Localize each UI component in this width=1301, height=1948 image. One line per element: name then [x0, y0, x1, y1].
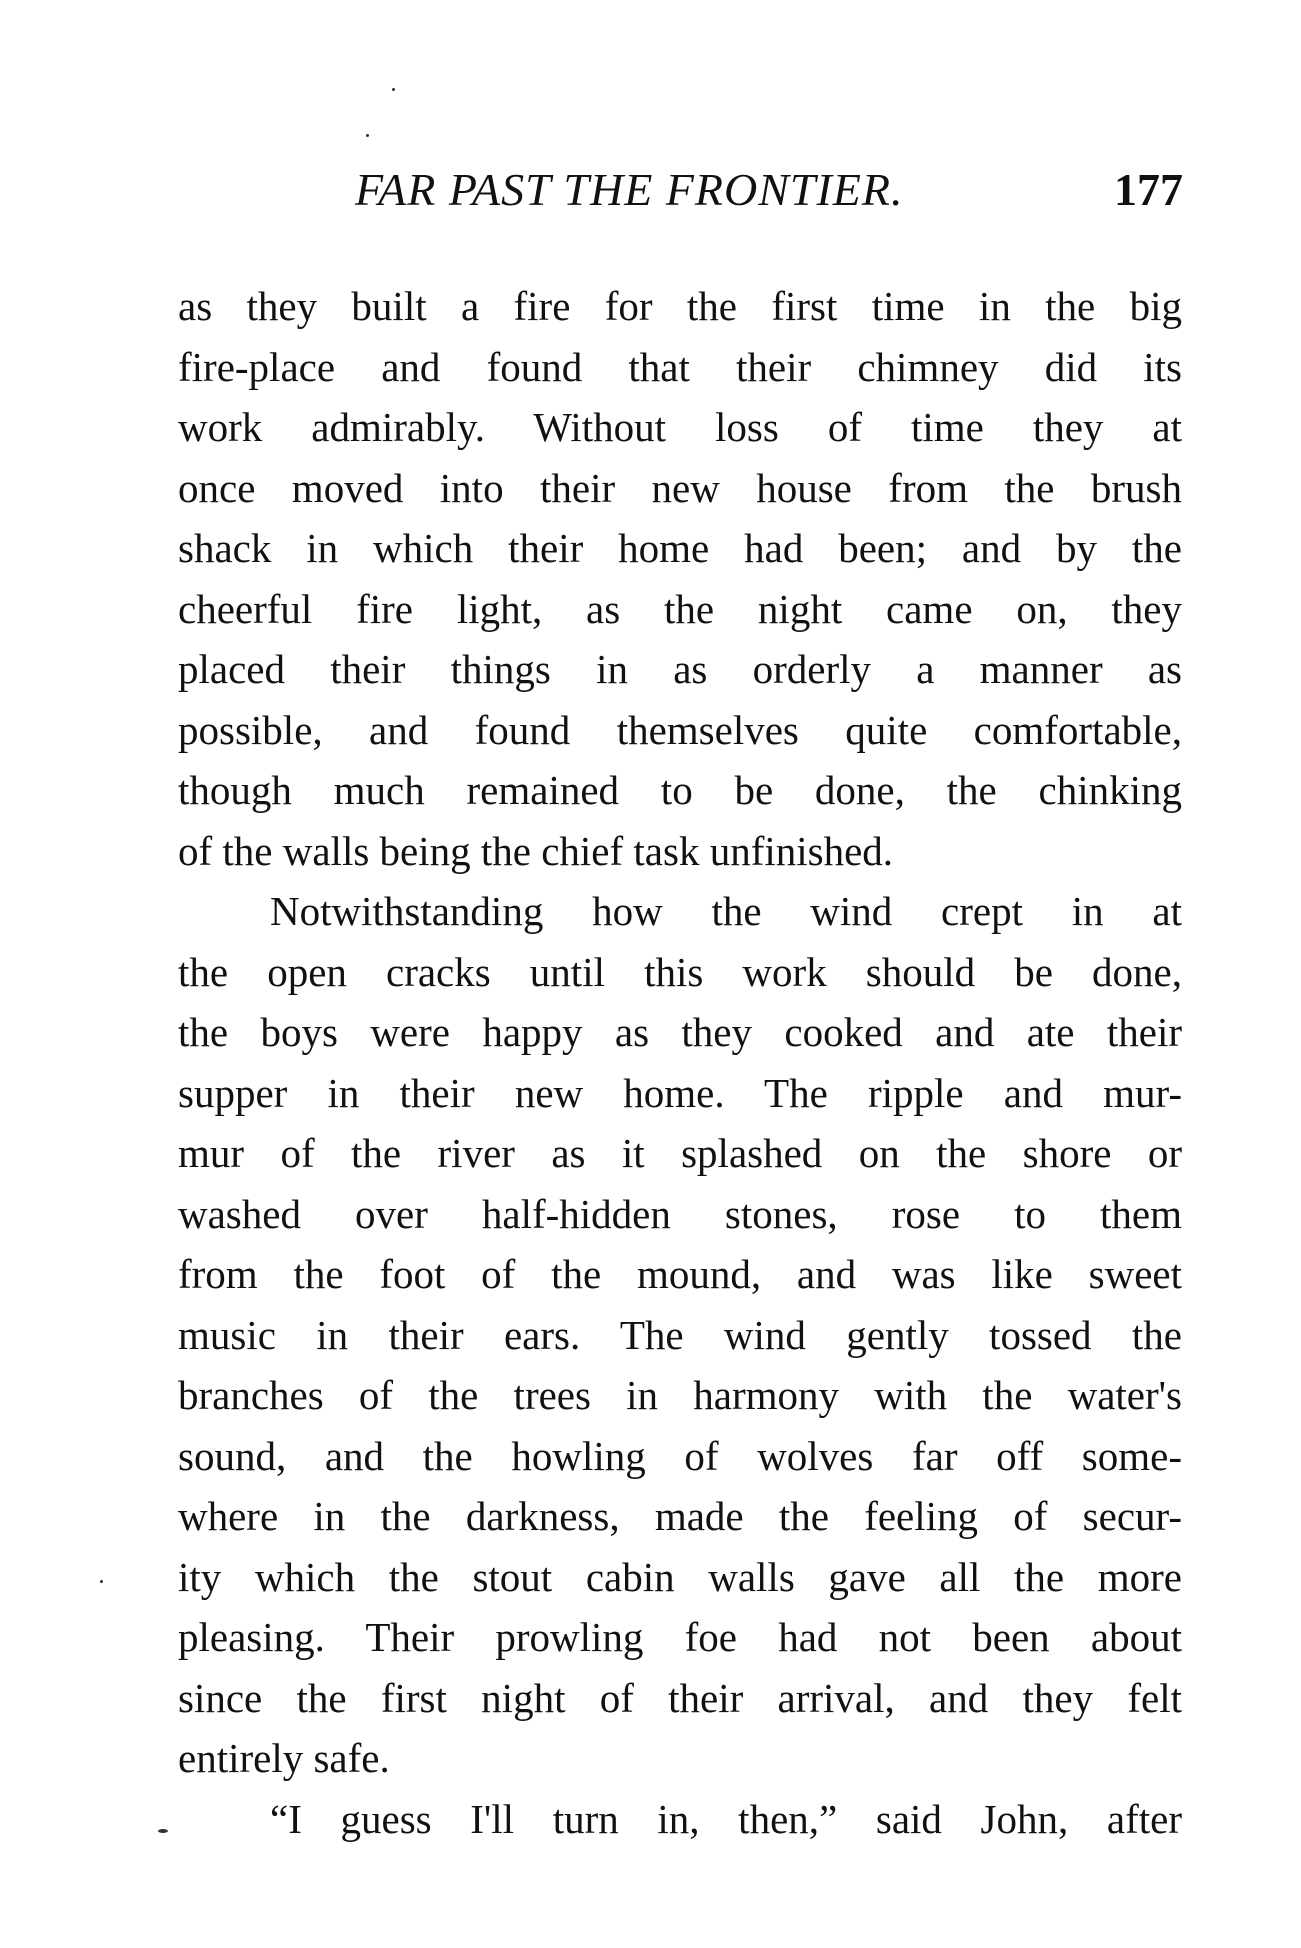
text-line: once moved into their new house from the brush	[178, 464, 1182, 511]
running-head: FAR PAST THE FRONTIER.	[355, 164, 904, 215]
text-line: “I guess I'll turn in, then,” said John, after	[270, 1795, 1182, 1842]
body-text	[178, 276, 1182, 1849]
text-line: of the walls being the chief task unfinished.	[178, 827, 894, 874]
scan-speck	[392, 88, 395, 91]
text-line: work admirably. Without loss of time they at	[178, 404, 1182, 450]
scan-speck	[100, 1580, 103, 1583]
paragraph-3	[178, 1789, 1182, 1850]
text-line: placed their things in as orderly a manner as	[178, 646, 1182, 692]
text-line: sound, and the howling of wolves far off some-	[178, 1432, 1182, 1479]
text-line: mur of the river as it splashed on the shore or	[178, 1130, 1182, 1176]
text-line: washed over half-hidden stones, rose to them	[178, 1190, 1182, 1237]
text-line: where in the darkness, made the feeling of secur-	[178, 1493, 1182, 1539]
page-header	[355, 160, 1195, 220]
text-line: Notwithstanding how the wind crept in at	[270, 888, 1182, 934]
text-line: fire-place and found that their chimney did its	[178, 343, 1182, 390]
text-line: entirely safe.	[178, 1735, 390, 1781]
text-line: supper in their new home. The ripple and mur-	[178, 1069, 1182, 1116]
text-line: possible, and found themselves quite comfortable,	[178, 706, 1182, 753]
text-line: ity which the stout cabin walls gave all the more	[178, 1553, 1182, 1600]
paragraph-1	[178, 276, 1182, 881]
paragraph-2	[178, 881, 1182, 1789]
scan-speck	[158, 1829, 168, 1833]
text-line: cheerful fire light, as the night came on, they	[178, 585, 1182, 632]
text-line: as they built a fire for the first time in the big	[178, 283, 1182, 329]
page-number: 177	[1114, 164, 1183, 215]
text-line: shack in which their home had been; and by the	[178, 525, 1182, 571]
text-line: since the first night of their arrival, and they felt	[178, 1674, 1182, 1721]
text-line: from the foot of the mound, and was like sweet	[178, 1251, 1182, 1297]
text-line: music in their ears. The wind gently tossed the	[178, 1311, 1182, 1358]
text-line: the boys were happy as they cooked and ate their	[178, 1009, 1182, 1055]
text-line: the open cracks until this work should be done,	[178, 948, 1182, 995]
text-line: pleasing. Their prowling foe had not been about	[178, 1614, 1182, 1660]
scan-speck	[366, 134, 369, 137]
text-line: branches of the trees in harmony with the water's	[178, 1372, 1182, 1418]
text-line: though much remained to be done, the chinking	[178, 767, 1182, 813]
